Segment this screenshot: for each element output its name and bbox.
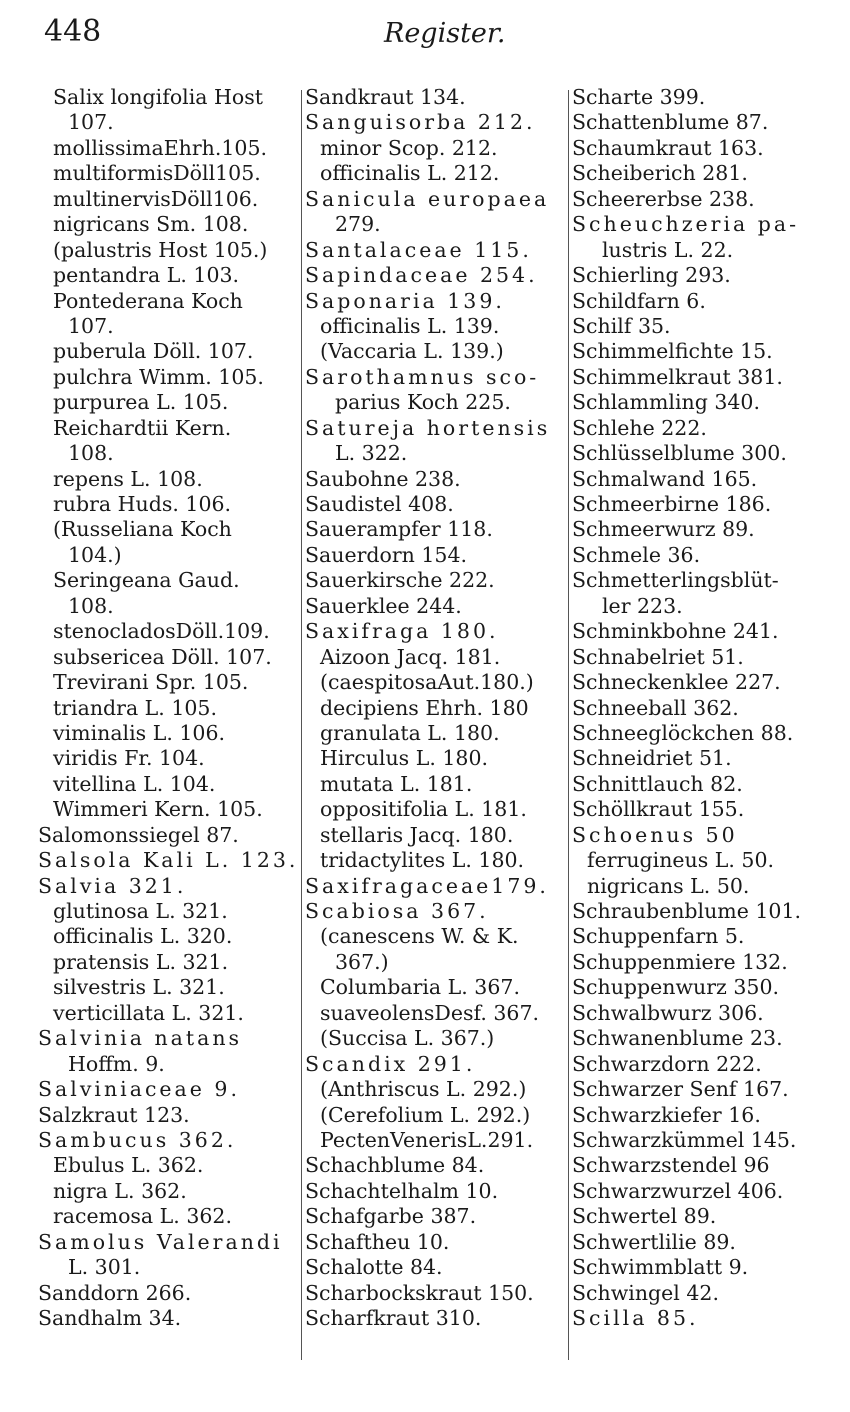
index-entry: Schimmelfichte 15.	[572, 339, 773, 364]
index-entry: Wimmeri Kern. 105.	[53, 797, 263, 822]
index-entry: Hoffm. 9.	[68, 1051, 165, 1076]
index-entry: Sandhalm 34.	[38, 1306, 182, 1330]
index-entry: Hirculus L. 180.	[320, 746, 489, 771]
index-entry: 104.)	[68, 542, 122, 567]
running-title: Register.	[384, 18, 506, 49]
index-entry: Schwarzkümmel 145.	[572, 1127, 797, 1152]
index-entry: Schwalbwurz 306.	[572, 1000, 764, 1025]
index-entry: Schalotte 84.	[305, 1255, 443, 1280]
index-entry: Samolus Valerandi	[38, 1229, 283, 1254]
index-entry: Schneeball 362.	[572, 695, 739, 720]
index-entry: Schwarzwurzel 406.	[572, 1178, 784, 1203]
index-entry: pratensis L. 321.	[53, 949, 229, 974]
index-entry: Schmetterlingsblüt-	[572, 568, 779, 593]
index-entry: Schachblume 84.	[305, 1153, 485, 1178]
index-entry: Reichardtii Kern.	[53, 415, 232, 440]
index-entry: mutata L. 181.	[320, 771, 473, 796]
index-entry: Saxifragaceae179.	[305, 873, 549, 898]
page-header	[0, 14, 850, 64]
index-entry: L. 322.	[335, 441, 408, 466]
index-entry: Schnabelriet 51.	[572, 644, 744, 669]
index-entry: (Succisa L. 367.)	[320, 1026, 495, 1051]
index-entry: Schwimmblatt 9.	[572, 1255, 749, 1280]
index-entry: Scabiosa 367.	[305, 899, 489, 923]
index-entry: officinalis L. 212.	[320, 161, 500, 186]
index-entry: Scharfkraut 310.	[305, 1306, 482, 1330]
index-entry: Pontederana Koch	[53, 288, 243, 313]
index-entry: mollissimaEhrh.105.	[53, 135, 268, 160]
index-entry: Seringeana Gaud.	[53, 568, 240, 593]
index-entry: tridactylites L. 180.	[320, 848, 525, 873]
index-entry: triandra L. 105.	[53, 695, 217, 720]
index-entry: minor Scop. 212.	[320, 135, 498, 160]
index-entry: Sauerampfer 118.	[305, 517, 493, 542]
index-entry: officinalis L. 320.	[53, 924, 233, 949]
index-entry: Schwanenblume 23.	[572, 1026, 783, 1051]
index-entry: stellaris Jacq. 180.	[320, 822, 514, 847]
index-entry: 108.	[68, 441, 114, 466]
index-entry: 367.)	[335, 949, 389, 974]
index-entry: repens L. 108.	[53, 466, 203, 491]
index-entry: 107.	[68, 313, 114, 338]
index-entry: Schmeerwurz 89.	[572, 517, 755, 542]
index-entry: Schraubenblume 101.	[572, 899, 802, 923]
index-entry: Sanddorn 266.	[38, 1280, 192, 1305]
index-entry: Schafgarbe 387.	[305, 1204, 477, 1229]
index-entry: (Vaccaria L. 139.)	[320, 339, 504, 364]
index-entry: Sauerdorn 154.	[305, 542, 468, 567]
index-entry: (canescens W. & K.	[320, 924, 519, 949]
index-entry: Schlehe 222.	[572, 415, 707, 440]
index-column-3	[572, 85, 842, 1331]
index-entry: Sauerkirsche 222.	[305, 568, 495, 593]
index-entry: Schöllkraut 155.	[572, 797, 745, 822]
index-column-2	[305, 85, 569, 1331]
index-entry: Scharte 399.	[572, 85, 706, 109]
index-entry: Schaumkraut 163.	[572, 135, 764, 160]
index-entry: (Anthriscus L. 292.)	[320, 1077, 527, 1102]
index-entry: Schlammling 340.	[572, 390, 760, 415]
index-entry: 279.	[335, 212, 381, 237]
column-divider	[301, 90, 302, 1360]
index-entry: Salviniaceae 9.	[38, 1077, 240, 1102]
index-entry: 108.	[68, 593, 114, 618]
index-entry: Sanguisorba 212.	[305, 110, 536, 135]
index-entry: nigricans Sm. 108.	[53, 212, 249, 237]
index-entry: Schneeglöckchen 88.	[572, 720, 794, 745]
index-entry: (Cerefolium L. 292.)	[320, 1102, 531, 1127]
index-entry: Scheererbse 238.	[572, 186, 755, 211]
index-entry: Schuppenfarn 5.	[572, 924, 745, 949]
index-entry: Schwertel 89.	[572, 1204, 717, 1229]
index-entry: Schneidriet 51.	[572, 746, 732, 771]
index-entry: nigricans L. 50.	[587, 873, 750, 898]
index-entry: viridis Fr. 104.	[53, 746, 205, 771]
index-entry: Sauerklee 244.	[305, 593, 462, 618]
index-entry: Scandix 291.	[305, 1051, 476, 1076]
index-entry: (palustris Host 105.)	[53, 237, 268, 262]
index-entry: Salix longifolia Host	[53, 85, 263, 109]
index-column-1	[38, 85, 300, 1331]
index-entry: Schuppenwurz 350.	[572, 975, 780, 1000]
index-entry: Saubohne 238.	[305, 466, 461, 491]
index-entry: Trevirani Spr. 105.	[53, 670, 249, 695]
index-entry: Schierling 293.	[572, 263, 731, 288]
index-entry: decipiens Ehrh. 180	[320, 695, 529, 720]
index-entry: Schminkbohne 241.	[572, 619, 779, 644]
index-entry: purpurea L. 105.	[53, 390, 229, 415]
index-entry: glutinosa L. 321.	[53, 899, 228, 923]
index-entry: Schmeerbirne 186.	[572, 492, 772, 516]
index-entry: suaveolensDesf. 367.	[320, 1000, 540, 1025]
index-entry: Scharbockskraut 150.	[305, 1280, 534, 1305]
index-entry: subsericea Döll. 107.	[53, 644, 272, 669]
index-entry: Sarothamnus sco-	[305, 364, 540, 389]
index-entry: Schwarzdorn 222.	[572, 1051, 762, 1076]
index-entry: Salvinia natans	[38, 1026, 243, 1051]
index-entry: 107.	[68, 110, 114, 135]
index-entry: Schaftheu 10.	[305, 1229, 450, 1254]
index-entry: Saponaria 139.	[305, 288, 505, 313]
index-entry: Salomonssiegel 87.	[38, 822, 239, 847]
index-entry: L. 301.	[68, 1255, 141, 1280]
index-entry: multiformisDöll105.	[53, 161, 261, 186]
index-entry: Schnittlauch 82.	[572, 771, 743, 796]
index-entry: Schilf 35.	[572, 313, 671, 338]
index-entry: vitellina L. 104.	[53, 771, 216, 796]
index-entry: Sanicula europaea	[305, 186, 550, 211]
index-entry: Schmalwand 165.	[572, 466, 758, 491]
index-entry: Salzkraut 123.	[38, 1102, 190, 1127]
index-entry: Schwarzer Senf 167.	[572, 1077, 789, 1102]
index-entry: Schwingel 42.	[572, 1280, 719, 1305]
index-entry: Scheiberich 281.	[572, 161, 748, 186]
index-entry: Ebulus L. 362.	[53, 1153, 204, 1178]
index-entry: Schlüsselblume 300.	[572, 441, 787, 466]
page-number: 448	[44, 14, 102, 49]
index-entry: Schwarzstendel 96	[572, 1153, 770, 1178]
index-entry: stenocladosDöll.109.	[53, 619, 270, 644]
index-entry: Salvia 321.	[38, 873, 187, 898]
index-entry: oppositifolia L. 181.	[320, 797, 527, 822]
index-entry: Saxifraga 180.	[305, 619, 499, 644]
index-entry: Schwertlilie 89.	[572, 1229, 736, 1254]
index-entry: viminalis L. 106.	[53, 720, 225, 745]
index-entry: PectenVenerisL.291.	[320, 1127, 534, 1152]
index-entry: pulchra Wimm. 105.	[53, 364, 264, 389]
index-entry: granulata L. 180.	[320, 720, 500, 745]
index-entry: Sambucus 362.	[38, 1127, 237, 1152]
index-entry: rubra Huds. 106.	[53, 492, 232, 516]
index-entry: nigra L. 362.	[53, 1178, 187, 1203]
index-entry: Aizoon Jacq. 181.	[320, 644, 501, 669]
index-entry: (caespitosaAut.180.)	[320, 670, 534, 695]
index-entry: Schachtelhalm 10.	[305, 1178, 499, 1203]
index-entry: racemosa L. 362.	[53, 1204, 232, 1229]
index-entry: Saudistel 408.	[305, 492, 454, 516]
index-entry: Schuppenmiere 132.	[572, 949, 788, 974]
index-entry: Schoenus 50	[572, 822, 738, 847]
index-entry: Schildfarn 6.	[572, 288, 706, 313]
index-entry: Columbaria L. 367.	[320, 975, 520, 1000]
index-entry: puberula Döll. 107.	[53, 339, 254, 364]
index-entry: parius Koch 225.	[335, 390, 511, 415]
index-entry: ferrugineus L. 50.	[587, 848, 775, 873]
index-entry: multinervisDöll106.	[53, 186, 259, 211]
index-entry: lustris L. 22.	[602, 237, 734, 262]
index-entry: Sandkraut 134.	[305, 85, 466, 109]
index-entry: silvestris L. 321.	[53, 975, 225, 1000]
index-entry: Schneckenklee 227.	[572, 670, 781, 695]
index-entry: Schmele 36.	[572, 542, 701, 567]
index-entry: Sapindaceae 254.	[305, 263, 538, 288]
index-entry: Scheuchzeria pa-	[572, 212, 800, 237]
index-entry: officinalis L. 139.	[320, 313, 500, 338]
index-entry: Schattenblume 87.	[572, 110, 769, 135]
index-entry: pentandra L. 103.	[53, 263, 240, 288]
index-entry: (Russeliana Koch	[53, 517, 232, 542]
index-entry: Scilla 85.	[572, 1306, 699, 1330]
index-entry: verticillata L. 321.	[53, 1000, 244, 1025]
index-entry: ler 223.	[602, 593, 683, 618]
index-entry: Salsola Kali L. 123.	[38, 848, 299, 873]
index-entry: Satureja hortensis	[305, 415, 551, 440]
index-entry: Schwarzkiefer 16.	[572, 1102, 761, 1127]
index-entry: Schimmelkraut 381.	[572, 364, 783, 389]
index-entry: Santalaceae 115.	[305, 237, 532, 262]
